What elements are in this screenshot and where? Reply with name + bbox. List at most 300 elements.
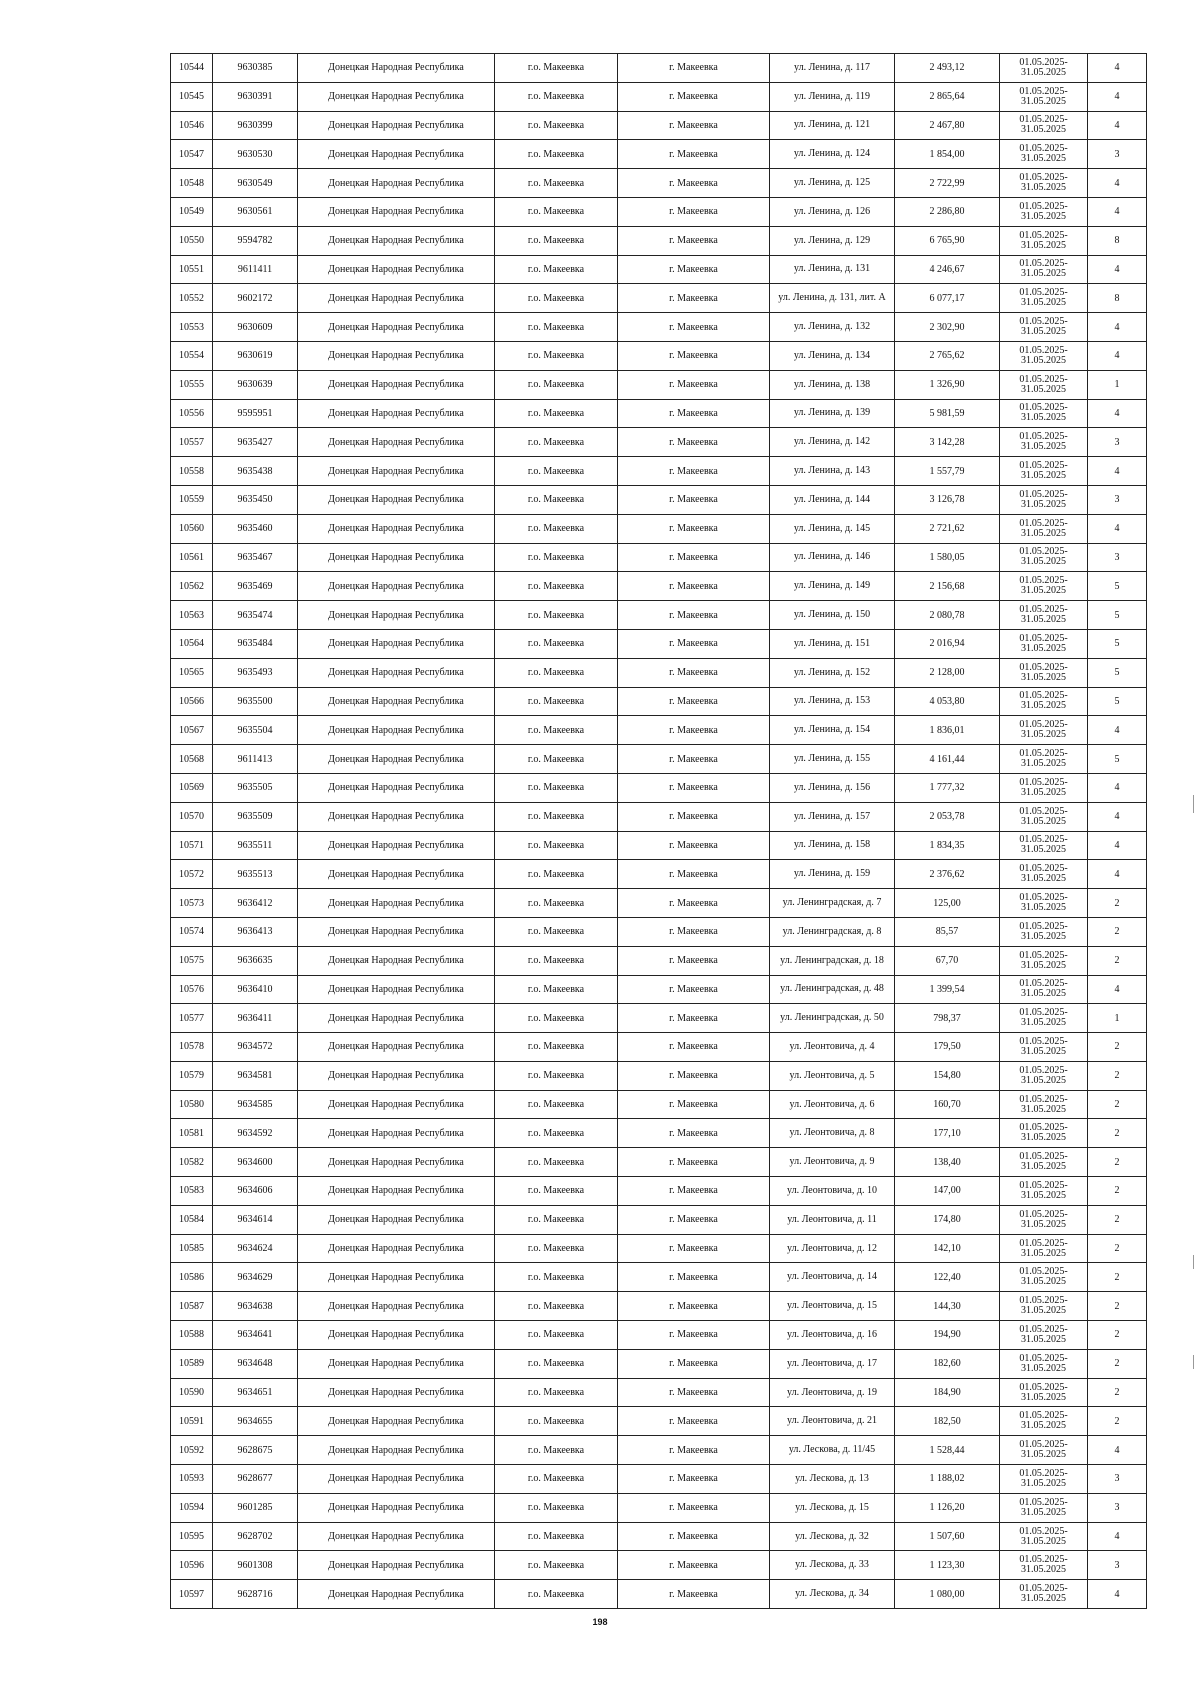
object-id-cell: 9630561 — [213, 197, 298, 226]
period-cell: 01.05.2025- 31.05.2025 — [1000, 1061, 1088, 1090]
region-cell: Донецкая Народная Республика — [298, 514, 495, 543]
region-cell: Донецкая Народная Республика — [298, 1090, 495, 1119]
municipality-cell: г.о. Макеевка — [495, 197, 618, 226]
region-cell: Донецкая Народная Республика — [298, 284, 495, 313]
municipality-cell: г.о. Макеевка — [495, 399, 618, 428]
object-id-cell: 9635511 — [213, 831, 298, 860]
row-number-cell: 10546 — [171, 111, 213, 140]
object-id-cell: 9634624 — [213, 1234, 298, 1263]
period-cell: 01.05.2025- 31.05.2025 — [1000, 140, 1088, 169]
street-address-cell: ул. Лескова, д. 32 — [770, 1522, 895, 1551]
city-cell: г. Макеевка — [618, 1522, 770, 1551]
area-cell: 4 053,80 — [895, 687, 1000, 716]
row-number-cell: 10596 — [171, 1551, 213, 1580]
object-id-cell: 9636410 — [213, 975, 298, 1004]
municipality-cell: г.о. Макеевка — [495, 629, 618, 658]
city-cell: г. Макеевка — [618, 773, 770, 802]
period-cell: 01.05.2025- 31.05.2025 — [1000, 399, 1088, 428]
region-cell: Донецкая Народная Республика — [298, 658, 495, 687]
row-number-cell: 10571 — [171, 831, 213, 860]
row-number-cell: 10594 — [171, 1493, 213, 1522]
count-cell: 4 — [1088, 1580, 1147, 1609]
municipality-cell: г.о. Макеевка — [495, 889, 618, 918]
city-cell: г. Макеевка — [618, 197, 770, 226]
row-number-cell: 10550 — [171, 226, 213, 255]
municipality-cell: г.о. Макеевка — [495, 1292, 618, 1321]
region-cell: Донецкая Народная Республика — [298, 341, 495, 370]
municipality-cell: г.о. Макеевка — [495, 1436, 618, 1465]
area-cell: 1 777,32 — [895, 773, 1000, 802]
city-cell: г. Макеевка — [618, 946, 770, 975]
table-row — [171, 1004, 1147, 1033]
row-number-cell: 10553 — [171, 313, 213, 342]
area-cell: 2 467,80 — [895, 111, 1000, 140]
city-cell: г. Макеевка — [618, 1292, 770, 1321]
region-cell: Донецкая Народная Республика — [298, 1292, 495, 1321]
street-address-cell: ул. Ленина, д. 146 — [770, 543, 895, 572]
object-id-cell: 9636413 — [213, 917, 298, 946]
municipality-cell: г.о. Макеевка — [495, 975, 618, 1004]
city-cell: г. Макеевка — [618, 601, 770, 630]
object-id-cell: 9630391 — [213, 82, 298, 111]
table-row — [171, 802, 1147, 831]
municipality-cell: г.о. Макеевка — [495, 1465, 618, 1494]
row-number-cell: 10575 — [171, 946, 213, 975]
row-number-cell: 10573 — [171, 889, 213, 918]
street-address-cell: ул. Ленина, д. 155 — [770, 745, 895, 774]
period-cell: 01.05.2025- 31.05.2025 — [1000, 745, 1088, 774]
period-cell: 01.05.2025- 31.05.2025 — [1000, 975, 1088, 1004]
period-cell: 01.05.2025- 31.05.2025 — [1000, 284, 1088, 313]
city-cell: г. Макеевка — [618, 1349, 770, 1378]
table-row — [171, 399, 1147, 428]
period-cell: 01.05.2025- 31.05.2025 — [1000, 1292, 1088, 1321]
row-number-cell: 10572 — [171, 860, 213, 889]
period-cell: 01.05.2025- 31.05.2025 — [1000, 313, 1088, 342]
count-cell: 4 — [1088, 313, 1147, 342]
period-cell: 01.05.2025- 31.05.2025 — [1000, 1465, 1088, 1494]
row-number-cell: 10595 — [171, 1522, 213, 1551]
count-cell: 4 — [1088, 716, 1147, 745]
row-number-cell: 10585 — [171, 1234, 213, 1263]
table-row — [171, 169, 1147, 198]
street-address-cell: ул. Ленина, д. 152 — [770, 658, 895, 687]
city-cell: г. Макеевка — [618, 82, 770, 111]
table-row — [171, 1090, 1147, 1119]
region-cell: Донецкая Народная Республика — [298, 1493, 495, 1522]
city-cell: г. Макеевка — [618, 284, 770, 313]
count-cell: 4 — [1088, 54, 1147, 83]
region-cell: Донецкая Народная Республика — [298, 1061, 495, 1090]
object-id-cell: 9630619 — [213, 341, 298, 370]
area-cell: 3 142,28 — [895, 428, 1000, 457]
table-row — [171, 428, 1147, 457]
region-cell: Донецкая Народная Республика — [298, 1551, 495, 1580]
count-cell: 2 — [1088, 889, 1147, 918]
area-cell: 4 161,44 — [895, 745, 1000, 774]
city-cell: г. Макеевка — [618, 370, 770, 399]
period-cell: 01.05.2025- 31.05.2025 — [1000, 917, 1088, 946]
municipality-cell: г.о. Макеевка — [495, 860, 618, 889]
street-address-cell: ул. Ленина, д. 157 — [770, 802, 895, 831]
area-cell: 6 765,90 — [895, 226, 1000, 255]
region-cell: Донецкая Народная Республика — [298, 1407, 495, 1436]
row-number-cell: 10548 — [171, 169, 213, 198]
street-address-cell: ул. Лескова, д. 34 — [770, 1580, 895, 1609]
city-cell: г. Макеевка — [618, 457, 770, 486]
table-row — [171, 543, 1147, 572]
table-row — [171, 1407, 1147, 1436]
street-address-cell: ул. Ленина, д. 159 — [770, 860, 895, 889]
period-cell: 01.05.2025- 31.05.2025 — [1000, 169, 1088, 198]
region-cell: Донецкая Народная Республика — [298, 601, 495, 630]
city-cell: г. Макеевка — [618, 975, 770, 1004]
region-cell: Донецкая Народная Республика — [298, 1436, 495, 1465]
object-id-cell: 9602172 — [213, 284, 298, 313]
table-row — [171, 773, 1147, 802]
count-cell: 4 — [1088, 1522, 1147, 1551]
table-row — [171, 1148, 1147, 1177]
city-cell: г. Макеевка — [618, 1580, 770, 1609]
city-cell: г. Макеевка — [618, 1119, 770, 1148]
street-address-cell: ул. Ленина, д. 142 — [770, 428, 895, 457]
table-row — [171, 1378, 1147, 1407]
table-row — [171, 1292, 1147, 1321]
street-address-cell: ул. Лескова, д. 11/45 — [770, 1436, 895, 1465]
street-address-cell: ул. Лескова, д. 33 — [770, 1551, 895, 1580]
region-cell: Донецкая Народная Республика — [298, 1522, 495, 1551]
period-cell: 01.05.2025- 31.05.2025 — [1000, 1004, 1088, 1033]
municipality-cell: г.о. Макеевка — [495, 140, 618, 169]
object-id-cell: 9630530 — [213, 140, 298, 169]
count-cell: 4 — [1088, 514, 1147, 543]
region-cell: Донецкая Народная Республика — [298, 457, 495, 486]
period-cell: 01.05.2025- 31.05.2025 — [1000, 341, 1088, 370]
count-cell: 3 — [1088, 1493, 1147, 1522]
object-id-cell: 9636412 — [213, 889, 298, 918]
table-row — [171, 629, 1147, 658]
area-cell: 179,50 — [895, 1033, 1000, 1062]
row-number-cell: 10562 — [171, 572, 213, 601]
area-cell: 2 080,78 — [895, 601, 1000, 630]
count-cell: 4 — [1088, 831, 1147, 860]
area-cell: 184,90 — [895, 1378, 1000, 1407]
object-id-cell: 9634581 — [213, 1061, 298, 1090]
table-body — [171, 54, 1147, 1609]
count-cell: 8 — [1088, 284, 1147, 313]
object-id-cell: 9635467 — [213, 543, 298, 572]
object-id-cell: 9634648 — [213, 1349, 298, 1378]
count-cell: 5 — [1088, 745, 1147, 774]
object-id-cell: 9601285 — [213, 1493, 298, 1522]
area-cell: 2 722,99 — [895, 169, 1000, 198]
period-cell: 01.05.2025- 31.05.2025 — [1000, 773, 1088, 802]
area-cell: 2 302,90 — [895, 313, 1000, 342]
period-cell: 01.05.2025- 31.05.2025 — [1000, 1263, 1088, 1292]
object-id-cell: 9630385 — [213, 54, 298, 83]
row-number-cell: 10556 — [171, 399, 213, 428]
period-cell: 01.05.2025- 31.05.2025 — [1000, 629, 1088, 658]
count-cell: 4 — [1088, 975, 1147, 1004]
period-cell: 01.05.2025- 31.05.2025 — [1000, 1551, 1088, 1580]
area-cell: 5 981,59 — [895, 399, 1000, 428]
municipality-cell: г.о. Макеевка — [495, 370, 618, 399]
object-id-cell: 9630549 — [213, 169, 298, 198]
street-address-cell: ул. Ленина, д. 125 — [770, 169, 895, 198]
street-address-cell: ул. Ленина, д. 158 — [770, 831, 895, 860]
region-cell: Донецкая Народная Республика — [298, 197, 495, 226]
period-cell: 01.05.2025- 31.05.2025 — [1000, 485, 1088, 514]
row-number-cell: 10544 — [171, 54, 213, 83]
table-row — [171, 313, 1147, 342]
object-id-cell: 9634655 — [213, 1407, 298, 1436]
table-row — [171, 1119, 1147, 1148]
row-number-cell: 10569 — [171, 773, 213, 802]
row-number-cell: 10593 — [171, 1465, 213, 1494]
object-id-cell: 9634651 — [213, 1378, 298, 1407]
area-cell: 138,40 — [895, 1148, 1000, 1177]
municipality-cell: г.о. Макеевка — [495, 54, 618, 83]
object-id-cell: 9634629 — [213, 1263, 298, 1292]
area-cell: 177,10 — [895, 1119, 1000, 1148]
region-cell: Донецкая Народная Республика — [298, 313, 495, 342]
object-id-cell: 9611411 — [213, 255, 298, 284]
municipality-cell: г.о. Макеевка — [495, 831, 618, 860]
street-address-cell: ул. Ленинградская, д. 7 — [770, 889, 895, 918]
region-cell: Донецкая Народная Республика — [298, 111, 495, 140]
table-row — [171, 1551, 1147, 1580]
region-cell: Донецкая Народная Республика — [298, 745, 495, 774]
row-number-cell: 10555 — [171, 370, 213, 399]
row-number-cell: 10574 — [171, 917, 213, 946]
count-cell: 1 — [1088, 1004, 1147, 1033]
area-cell: 144,30 — [895, 1292, 1000, 1321]
area-cell: 1 528,44 — [895, 1436, 1000, 1465]
row-number-cell: 10566 — [171, 687, 213, 716]
object-id-cell: 9594782 — [213, 226, 298, 255]
municipality-cell: г.о. Макеевка — [495, 1177, 618, 1206]
region-cell: Донецкая Народная Республика — [298, 370, 495, 399]
object-id-cell: 9630639 — [213, 370, 298, 399]
period-cell: 01.05.2025- 31.05.2025 — [1000, 1205, 1088, 1234]
row-number-cell: 10586 — [171, 1263, 213, 1292]
city-cell: г. Макеевка — [618, 485, 770, 514]
count-cell: 4 — [1088, 860, 1147, 889]
period-cell: 01.05.2025- 31.05.2025 — [1000, 1493, 1088, 1522]
period-cell: 01.05.2025- 31.05.2025 — [1000, 1119, 1088, 1148]
table-row — [171, 1033, 1147, 1062]
municipality-cell: г.о. Макеевка — [495, 514, 618, 543]
city-cell: г. Макеевка — [618, 1263, 770, 1292]
count-cell: 2 — [1088, 1148, 1147, 1177]
period-cell: 01.05.2025- 31.05.2025 — [1000, 889, 1088, 918]
city-cell: г. Макеевка — [618, 514, 770, 543]
period-cell: 01.05.2025- 31.05.2025 — [1000, 457, 1088, 486]
municipality-cell: г.о. Макеевка — [495, 1061, 618, 1090]
row-number-cell: 10551 — [171, 255, 213, 284]
region-cell: Донецкая Народная Республика — [298, 226, 495, 255]
table-row — [171, 1061, 1147, 1090]
area-cell: 1 126,20 — [895, 1493, 1000, 1522]
scan-edge-mark — [1193, 1255, 1194, 1269]
count-cell: 4 — [1088, 457, 1147, 486]
count-cell: 5 — [1088, 629, 1147, 658]
city-cell: г. Макеевка — [618, 889, 770, 918]
object-id-cell: 9611413 — [213, 745, 298, 774]
period-cell: 01.05.2025- 31.05.2025 — [1000, 82, 1088, 111]
object-id-cell: 9634614 — [213, 1205, 298, 1234]
municipality-cell: г.о. Макеевка — [495, 745, 618, 774]
row-number-cell: 10583 — [171, 1177, 213, 1206]
row-number-cell: 10588 — [171, 1321, 213, 1350]
table-row — [171, 687, 1147, 716]
region-cell: Донецкая Народная Республика — [298, 1234, 495, 1263]
city-cell: г. Макеевка — [618, 1033, 770, 1062]
street-address-cell: ул. Ленина, д. 145 — [770, 514, 895, 543]
area-cell: 2 016,94 — [895, 629, 1000, 658]
row-number-cell: 10545 — [171, 82, 213, 111]
table-row — [171, 1580, 1147, 1609]
region-cell: Донецкая Народная Республика — [298, 140, 495, 169]
municipality-cell: г.о. Макеевка — [495, 1119, 618, 1148]
city-cell: г. Макеевка — [618, 1148, 770, 1177]
row-number-cell: 10549 — [171, 197, 213, 226]
row-number-cell: 10568 — [171, 745, 213, 774]
row-number-cell: 10567 — [171, 716, 213, 745]
city-cell: г. Макеевка — [618, 1177, 770, 1206]
city-cell: г. Макеевка — [618, 1551, 770, 1580]
count-cell: 4 — [1088, 255, 1147, 284]
count-cell: 8 — [1088, 226, 1147, 255]
region-cell: Донецкая Народная Республика — [298, 1177, 495, 1206]
area-cell: 194,90 — [895, 1321, 1000, 1350]
row-number-cell: 10559 — [171, 485, 213, 514]
table-row — [171, 1522, 1147, 1551]
municipality-cell: г.о. Макеевка — [495, 457, 618, 486]
table-row — [171, 1234, 1147, 1263]
street-address-cell: ул. Ленина, д. 124 — [770, 140, 895, 169]
municipality-cell: г.о. Макеевка — [495, 1551, 618, 1580]
count-cell: 4 — [1088, 111, 1147, 140]
region-cell: Донецкая Народная Республика — [298, 1378, 495, 1407]
count-cell: 3 — [1088, 1465, 1147, 1494]
count-cell: 3 — [1088, 1551, 1147, 1580]
street-address-cell: ул. Ленинградская, д. 18 — [770, 946, 895, 975]
street-address-cell: ул. Ленина, д. 132 — [770, 313, 895, 342]
street-address-cell: ул. Ленина, д. 139 — [770, 399, 895, 428]
region-cell: Донецкая Народная Республика — [298, 485, 495, 514]
table-row — [171, 572, 1147, 601]
object-id-cell: 9634600 — [213, 1148, 298, 1177]
municipality-cell: г.о. Макеевка — [495, 313, 618, 342]
region-cell: Донецкая Народная Республика — [298, 572, 495, 601]
municipality-cell: г.о. Макеевка — [495, 773, 618, 802]
period-cell: 01.05.2025- 31.05.2025 — [1000, 860, 1088, 889]
street-address-cell: ул. Ленина, д. 144 — [770, 485, 895, 514]
object-id-cell: 9635438 — [213, 457, 298, 486]
area-cell: 1 580,05 — [895, 543, 1000, 572]
period-cell: 01.05.2025- 31.05.2025 — [1000, 54, 1088, 83]
table-row — [171, 1349, 1147, 1378]
count-cell: 2 — [1088, 1407, 1147, 1436]
municipality-cell: г.о. Макеевка — [495, 1580, 618, 1609]
table-row — [171, 370, 1147, 399]
object-id-cell: 9628677 — [213, 1465, 298, 1494]
period-cell: 01.05.2025- 31.05.2025 — [1000, 802, 1088, 831]
street-address-cell: ул. Лескова, д. 15 — [770, 1493, 895, 1522]
region-cell: Донецкая Народная Республика — [298, 1033, 495, 1062]
row-number-cell: 10561 — [171, 543, 213, 572]
period-cell: 01.05.2025- 31.05.2025 — [1000, 197, 1088, 226]
municipality-cell: г.о. Макеевка — [495, 1349, 618, 1378]
city-cell: г. Макеевка — [618, 1090, 770, 1119]
area-cell: 154,80 — [895, 1061, 1000, 1090]
table-row — [171, 255, 1147, 284]
period-cell: 01.05.2025- 31.05.2025 — [1000, 370, 1088, 399]
object-id-cell: 9634641 — [213, 1321, 298, 1350]
region-cell: Донецкая Народная Республика — [298, 169, 495, 198]
area-cell: 1 854,00 — [895, 140, 1000, 169]
region-cell: Донецкая Народная Республика — [298, 975, 495, 1004]
row-number-cell: 10592 — [171, 1436, 213, 1465]
object-id-cell: 9630399 — [213, 111, 298, 140]
municipality-cell: г.о. Макеевка — [495, 284, 618, 313]
street-address-cell: ул. Ленина, д. 126 — [770, 197, 895, 226]
area-cell: 1 188,02 — [895, 1465, 1000, 1494]
region-cell: Донецкая Народная Республика — [298, 1004, 495, 1033]
region-cell: Донецкая Народная Республика — [298, 1148, 495, 1177]
row-number-cell: 10564 — [171, 629, 213, 658]
object-id-cell: 9628702 — [213, 1522, 298, 1551]
municipality-cell: г.о. Макеевка — [495, 1407, 618, 1436]
period-cell: 01.05.2025- 31.05.2025 — [1000, 831, 1088, 860]
area-cell: 2 865,64 — [895, 82, 1000, 111]
period-cell: 01.05.2025- 31.05.2025 — [1000, 428, 1088, 457]
count-cell: 2 — [1088, 1292, 1147, 1321]
period-cell: 01.05.2025- 31.05.2025 — [1000, 687, 1088, 716]
city-cell: г. Макеевка — [618, 572, 770, 601]
object-id-cell: 9595951 — [213, 399, 298, 428]
table-row — [171, 1177, 1147, 1206]
city-cell: г. Макеевка — [618, 1436, 770, 1465]
table-row — [171, 111, 1147, 140]
count-cell: 2 — [1088, 1090, 1147, 1119]
area-cell: 2 376,62 — [895, 860, 1000, 889]
municipality-cell: г.о. Макеевка — [495, 1378, 618, 1407]
street-address-cell: ул. Леонтовича, д. 5 — [770, 1061, 895, 1090]
area-cell: 6 077,17 — [895, 284, 1000, 313]
municipality-cell: г.о. Макеевка — [495, 341, 618, 370]
street-address-cell: ул. Ленина, д. 129 — [770, 226, 895, 255]
count-cell: 5 — [1088, 601, 1147, 630]
region-cell: Донецкая Народная Республика — [298, 831, 495, 860]
region-cell: Донецкая Народная Республика — [298, 1465, 495, 1494]
area-cell: 174,80 — [895, 1205, 1000, 1234]
street-address-cell: ул. Ленина, д. 138 — [770, 370, 895, 399]
street-address-cell: ул. Ленина, д. 119 — [770, 82, 895, 111]
municipality-cell: г.о. Макеевка — [495, 1205, 618, 1234]
area-cell: 122,40 — [895, 1263, 1000, 1292]
object-id-cell: 9636635 — [213, 946, 298, 975]
object-id-cell: 9636411 — [213, 1004, 298, 1033]
street-address-cell: ул. Леонтовича, д. 12 — [770, 1234, 895, 1263]
object-id-cell: 9635450 — [213, 485, 298, 514]
count-cell: 3 — [1088, 485, 1147, 514]
count-cell: 4 — [1088, 197, 1147, 226]
table-row — [171, 226, 1147, 255]
table-row — [171, 1205, 1147, 1234]
municipality-cell: г.о. Макеевка — [495, 1321, 618, 1350]
